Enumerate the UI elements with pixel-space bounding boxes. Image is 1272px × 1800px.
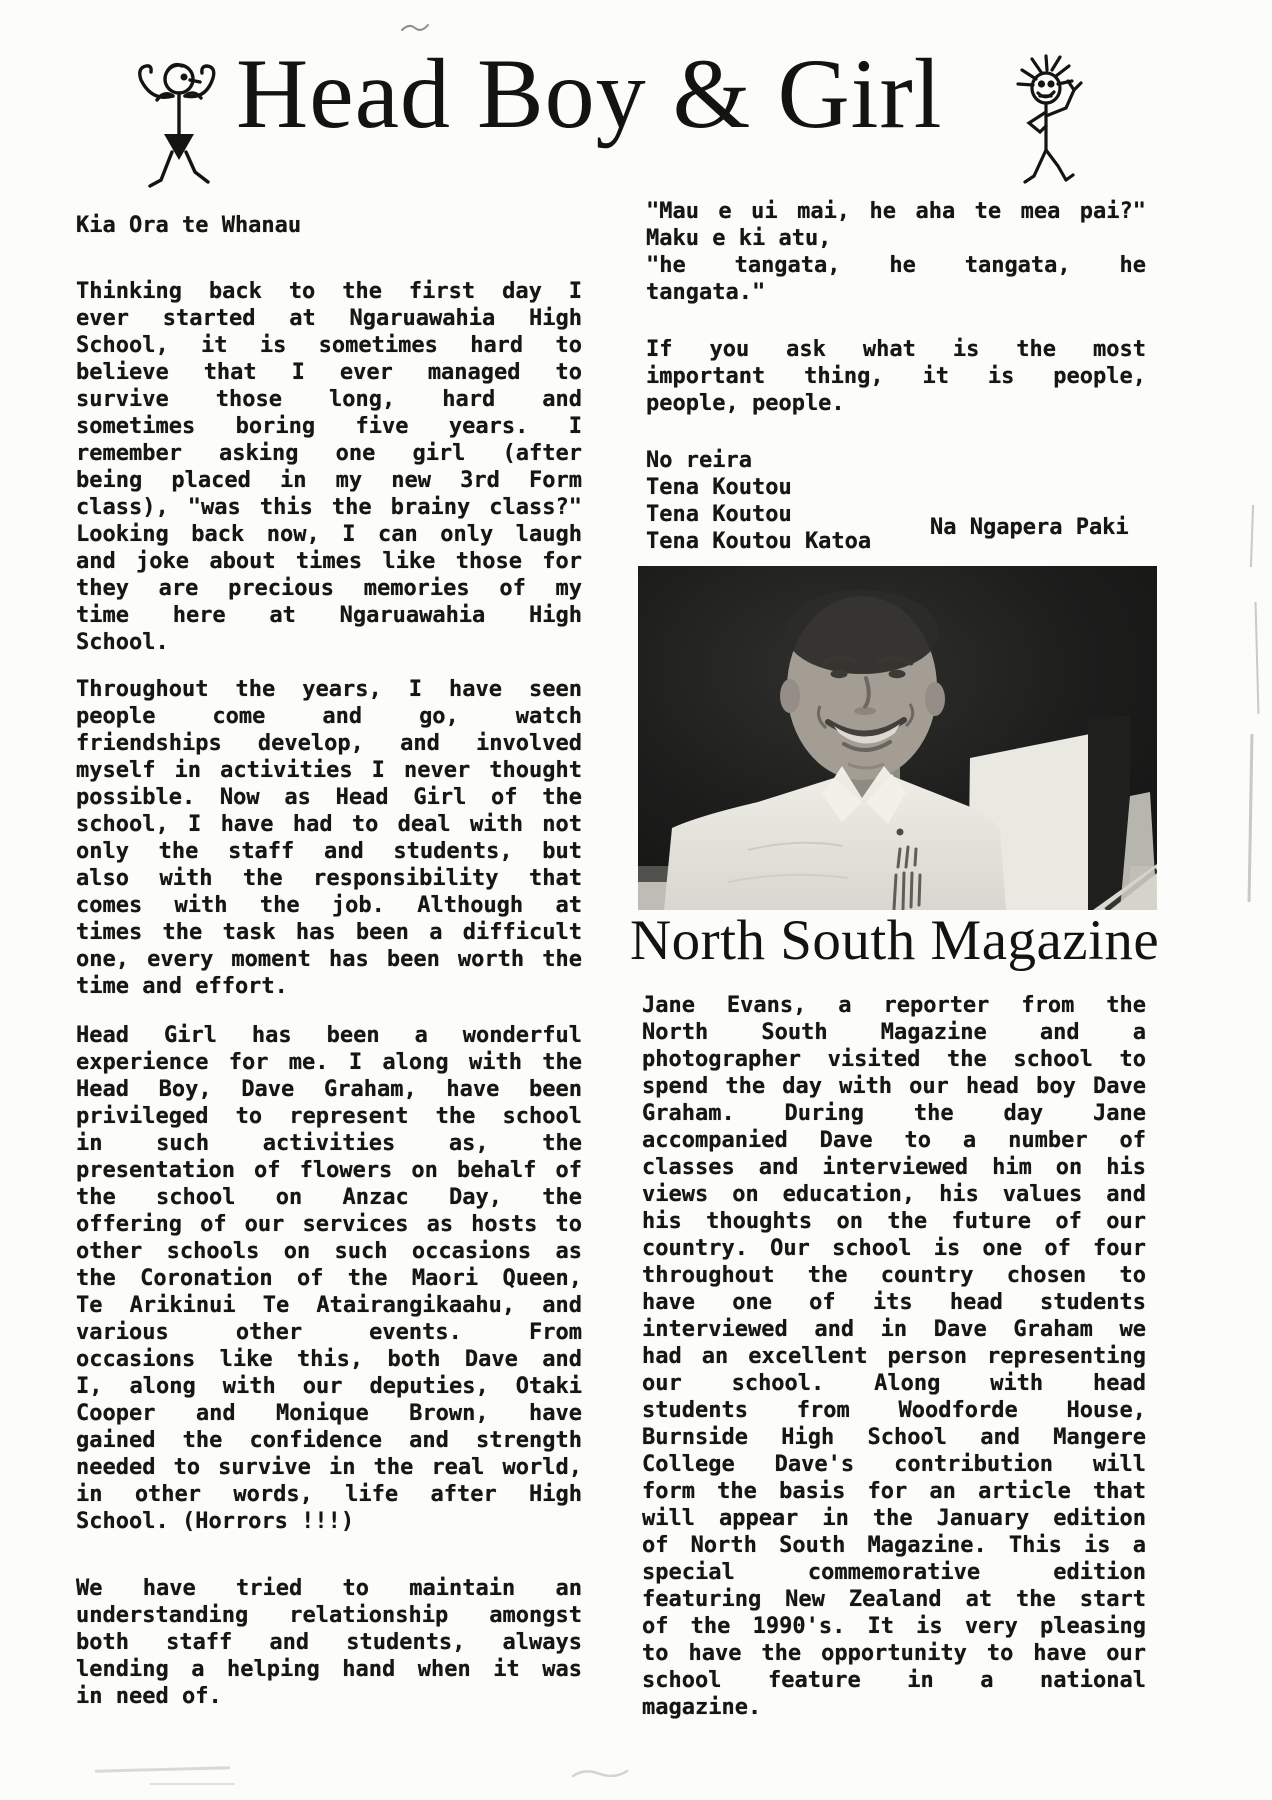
- text-line: Throughout the years, I have seen: [76, 677, 582, 702]
- scan-artifact: [150, 1783, 235, 1785]
- text-line: of the 1990's. It is very pleasing: [642, 1614, 1146, 1639]
- stick-figure-flexing-boy-icon: [124, 54, 228, 194]
- text-line: offering of our services as hosts to: [76, 1212, 582, 1237]
- text-line: will appear in the January edition: [642, 1506, 1146, 1531]
- text-line: occasions like this, both Dave and: [76, 1347, 582, 1372]
- text-line: School.: [76, 630, 169, 655]
- text-line: photographer visited the school to: [642, 1047, 1146, 1072]
- text-line: views on education, his values and: [642, 1182, 1146, 1207]
- text-line: class), "was this the brainy class?": [76, 495, 582, 520]
- text-line: other schools on such occasions as: [76, 1239, 582, 1264]
- scan-artifact: [1255, 602, 1260, 714]
- paragraph: [76, 1022, 582, 1535]
- text-line: comes with the job. Although at: [76, 893, 582, 918]
- text-line: gained the confidence and strength: [76, 1428, 582, 1453]
- text-line: only the staff and students, but: [76, 839, 582, 864]
- greeting-line: [76, 212, 582, 239]
- text-line: one, every moment has been worth the: [76, 947, 582, 972]
- text-line: accompanied Dave to a number of: [642, 1128, 1146, 1153]
- text-line: time and effort.: [76, 974, 288, 999]
- text-line: magazine.: [642, 1695, 762, 1720]
- text-line: believe that I ever managed to: [76, 360, 582, 385]
- text-line: possible. Now as Head Girl of the: [76, 785, 582, 810]
- text-line: interviewed and in Dave Graham we: [642, 1317, 1146, 1342]
- text-line: have one of its head students: [642, 1290, 1146, 1315]
- text-line: and joke about times like those for: [76, 549, 582, 574]
- magazine-article: [642, 992, 1146, 1721]
- text-line: the Coronation of the Maori Queen,: [76, 1266, 582, 1291]
- stick-figure-waving-girl-icon: [1004, 50, 1102, 200]
- scan-artifact: [1248, 734, 1254, 902]
- text-line: sometimes boring five years. I: [76, 414, 582, 439]
- text-line: Thinking back to the first day I: [76, 279, 582, 304]
- text-line: No reira: [646, 448, 752, 473]
- text-line: Tena Koutou: [646, 502, 792, 527]
- text-line: privileged to represent the school: [76, 1104, 582, 1129]
- text-line: Tena Koutou: [646, 475, 792, 500]
- text-line: time here at Ngaruawahia High: [76, 603, 582, 628]
- text-line: lending a helping hand when it was: [76, 1657, 582, 1682]
- text-line: presentation of flowers on behalf of: [76, 1158, 582, 1183]
- text-line: students from Woodforde House,: [642, 1398, 1146, 1423]
- text-line: featuring New Zealand at the start: [642, 1587, 1146, 1612]
- scan-artifact: [1250, 505, 1254, 567]
- article-heading: North South Magazine: [630, 909, 1160, 972]
- text-line: in need of.: [76, 1684, 222, 1709]
- text-line: friendships develop, and involved: [76, 731, 582, 756]
- text-line: to have the opportunity to have our: [642, 1641, 1146, 1666]
- paragraph: [76, 1575, 582, 1710]
- text-line: College Dave's contribution will: [642, 1452, 1146, 1477]
- text-line: Looking back now, I can only laugh: [76, 522, 582, 547]
- text-line: survive those long, hard and: [76, 387, 582, 412]
- text-line: Cooper and Monique Brown, have: [76, 1401, 582, 1426]
- text-line: form the basis for an article that: [642, 1479, 1146, 1504]
- text-line: also with the responsibility that: [76, 866, 582, 891]
- paragraph: [76, 278, 582, 656]
- text-line: School. (Horrors !!!): [76, 1509, 355, 1534]
- scan-artifact: [95, 1766, 230, 1773]
- text-line: Maku e ki atu,: [646, 226, 832, 251]
- text-line: people come and go, watch: [76, 704, 582, 729]
- text-line: times the task has been a difficult: [76, 920, 582, 945]
- text-line: needed to survive in the real world,: [76, 1455, 582, 1480]
- text-line: the school on Anzac Day, the: [76, 1185, 582, 1210]
- text-line: myself in activities I never thought: [76, 758, 582, 783]
- text-line: Jane Evans, a reporter from the: [642, 993, 1146, 1018]
- text-line: our school. Along with head: [642, 1371, 1146, 1396]
- text-line: people, people.: [646, 391, 845, 416]
- scan-artifact: [400, 22, 430, 34]
- text-line: they are precious memories of my: [76, 576, 582, 601]
- text-line: various other events. From: [76, 1320, 582, 1345]
- text-line: classes and interviewed him on his: [642, 1155, 1146, 1180]
- text-line: in such activities as, the: [76, 1131, 582, 1156]
- text-line: I, along with our deputies, Otaki: [76, 1374, 582, 1399]
- proverb-quote: [646, 198, 1146, 306]
- text-line: We have tried to maintain an: [76, 1576, 582, 1601]
- text-line: North South Magazine and a: [642, 1020, 1146, 1045]
- head-girl-article: [76, 212, 582, 1710]
- page-title: Head Boy & Girl: [236, 38, 943, 149]
- text-line: Graham. During the day Jane: [642, 1101, 1146, 1126]
- text-line: school, I have had to deal with not: [76, 812, 582, 837]
- text-line: Head Girl has been a wonderful: [76, 1023, 582, 1048]
- text-line: Head Boy, Dave Graham, have been: [76, 1077, 582, 1102]
- text-line: special commemorative edition: [642, 1560, 1146, 1585]
- text-line: being placed in my new 3rd Form: [76, 468, 582, 493]
- text-line: Te Arikinui Te Atairangikaahu, and: [76, 1293, 582, 1318]
- scan-artifact: [570, 1766, 630, 1780]
- text-line: tangata.": [646, 280, 766, 305]
- text-line: his thoughts on the future of our: [642, 1209, 1146, 1234]
- text-line: important thing, it is people,: [646, 364, 1146, 389]
- text-line: experience for me. I along with the: [76, 1050, 582, 1075]
- head-boy-portrait-photo: [638, 566, 1157, 910]
- paragraph: [76, 676, 582, 1000]
- text-line: School, it is sometimes hard to: [76, 333, 582, 358]
- text-line: ever started at Ngaruawahia High: [76, 306, 582, 331]
- text-line: Kia Ora te Whanau: [76, 213, 302, 238]
- text-line: remember asking one girl (after: [76, 441, 582, 466]
- text-line: country. Our school is one of four: [642, 1236, 1146, 1261]
- text-line: If you ask what is the most: [646, 337, 1146, 362]
- text-line: "he tangata, he tangata, he: [646, 253, 1146, 278]
- author-byline: Na Ngapera Paki: [930, 515, 1129, 540]
- maori-proverb-block: [646, 198, 1146, 555]
- text-line: of North South Magazine. This is a: [642, 1533, 1146, 1558]
- text-line: throughout the country chosen to: [642, 1263, 1146, 1288]
- text-line: spend the day with our head boy Dave: [642, 1074, 1146, 1099]
- proverb-translation: [646, 336, 1146, 417]
- text-line: school feature in a national: [642, 1668, 1146, 1693]
- text-line: "Mau e ui mai, he aha te mea pai?": [646, 199, 1146, 224]
- text-line: in other words, life after High: [76, 1482, 582, 1507]
- text-line: both staff and students, always: [76, 1630, 582, 1655]
- text-line: understanding relationship amongst: [76, 1603, 582, 1628]
- text-line: Tena Koutou Katoa: [646, 529, 872, 554]
- text-line: had an excellent person representing: [642, 1344, 1146, 1369]
- text-line: Burnside High School and Mangere: [642, 1425, 1146, 1450]
